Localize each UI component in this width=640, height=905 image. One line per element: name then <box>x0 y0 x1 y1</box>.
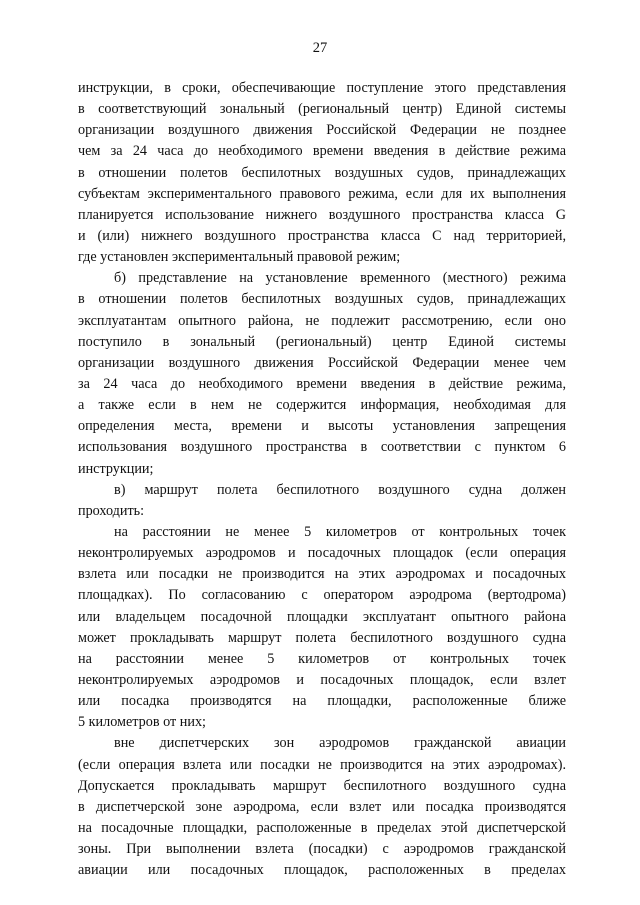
text-line: вне диспетчерских зон аэродромов гражданской авиации <box>114 735 566 752</box>
text-line: б) представление на установление временного (местного) режима <box>114 270 566 287</box>
text-line: в отношении полетов беспилотных воздушных судов, принадлежащих <box>78 164 566 181</box>
text-line: инструкции, в сроки, обеспечивающие поступление этого представления <box>78 80 566 96</box>
text-line: площадках). По согласованию с оператором аэродрома (вертодрома) <box>78 587 566 604</box>
text-line: проходить: <box>78 502 145 519</box>
text-line: в) маршрут полета беспилотного воздушного судна должен <box>114 481 566 498</box>
text-line: субъектам экспериментального правового режима, если для их выполнения <box>78 185 566 202</box>
text-line: в диспетчерской зоне аэродрома, если взлет или посадка производятся <box>78 798 566 815</box>
text-line: на расстоянии менее 5 километров от контрольных точек <box>78 650 566 667</box>
text-line: инструкции; <box>78 460 154 477</box>
text-line: определения места, времени и высоты установления запрещения <box>78 418 566 435</box>
text-line: планируется использование нижнего воздушного пространства класса G <box>78 206 566 223</box>
text-line: неконтролируемых аэродромов и посадочных площадок (если операция <box>78 545 566 562</box>
text-line: в соответствующий зональный (региональный центр) Единой системы <box>78 101 566 118</box>
text-line: организации воздушного движения Российской Федерации не позднее <box>78 122 566 139</box>
text-line: а также если в нем не содержится информация, необходимая для <box>78 397 566 414</box>
text-line: (если операция взлета или посадки не производится на этих аэродромах). <box>78 756 566 773</box>
text-line: поступило в зональный (региональный) центр Единой системы <box>78 333 566 350</box>
text-line: использования воздушного пространства в соответствии с пунктом 6 <box>78 439 566 456</box>
text-line: за 24 часа до необходимого времени введения в действие режима, <box>78 375 566 392</box>
text-line: в отношении полетов беспилотных воздушных судов, принадлежащих <box>78 291 566 308</box>
text-line: авиации или посадочных площадок, расположенных в пределах <box>78 862 566 879</box>
text-line: организации воздушного движения Российской Федерации менее чем <box>78 354 566 371</box>
text-line: эксплуатантам опытного района, не подлежит рассмотрению, если оно <box>78 312 566 329</box>
text-line: может прокладывать маршрут полета беспилотного воздушного судна <box>78 629 566 646</box>
text-line: и (или) нижнего воздушного пространства класса С над территорией, <box>78 227 566 244</box>
text-line: 5 километров от них; <box>78 714 206 731</box>
text-line: где установлен экспериментальный правовой режим; <box>78 249 401 266</box>
text-line: на расстоянии не менее 5 километров от контрольных точек <box>114 523 566 540</box>
text-line: чем за 24 часа до необходимого времени введения в действие режима <box>78 143 566 160</box>
text-line: Допускается прокладывать маршрут беспилотного воздушного судна <box>78 777 566 794</box>
text-line: взлета или посадки не производится на этих аэродромах и посадочных <box>78 566 566 583</box>
text-line: или посадка производятся на площадки, расположенные ближе <box>78 693 566 710</box>
text-line: зоны. При выполнении взлета (посадки) с аэродромов гражданской <box>78 841 566 858</box>
page-number: 27 <box>312 40 328 56</box>
body-text <box>78 78 566 881</box>
text-line: или владельцем посадочной площадки эксплуатант опытного района <box>78 608 566 625</box>
text-line: на посадочные площадки, расположенные в пределах этой диспетчерской <box>78 819 566 836</box>
text-line: неконтролируемых аэродромов и посадочных площадок, если взлет <box>78 671 566 688</box>
